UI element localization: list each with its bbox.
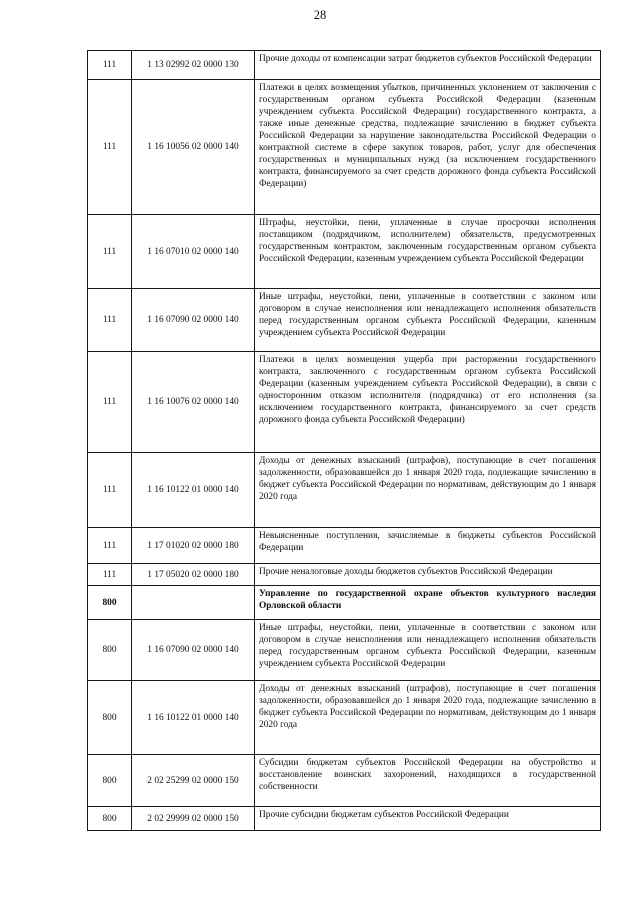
administrator-code-cell: 800 xyxy=(88,620,132,681)
table-row xyxy=(88,80,601,215)
table-row xyxy=(88,215,601,289)
budget-code-cell: 1 16 10122 01 0000 140 xyxy=(132,681,255,755)
budget-code-cell: 1 16 10122 01 0000 140 xyxy=(132,453,255,528)
description-cell: Иные штрафы, неустойки, пени, уплаченные в соответствии с законом или договором в случае неисполнения или ненадлежащего исполнения обязательств перед государственным органом субъекта Российской Федерации, казенным учреждением субъекта Российской Федерации xyxy=(255,289,601,352)
budget-code-cell: 1 16 07090 02 0000 140 xyxy=(132,620,255,681)
administrator-code-cell: 800 xyxy=(88,807,132,831)
administrator-code-cell: 800 xyxy=(88,755,132,807)
table-row xyxy=(88,620,601,681)
administrator-code-cell: 800 xyxy=(88,681,132,755)
description-cell: Прочие субсидии бюджетам субъектов Российской Федерации xyxy=(255,807,601,831)
administrator-code-cell: 111 xyxy=(88,51,132,80)
section-title-cell: Управление по государственной охране объектов культурного наследия Орловской области xyxy=(255,586,601,620)
administrator-code-cell: 111 xyxy=(88,80,132,215)
budget-code-cell: 1 13 02992 02 0000 130 xyxy=(132,51,255,80)
table-row xyxy=(88,681,601,755)
administrator-code-cell: 111 xyxy=(88,453,132,528)
budget-code-cell: 1 16 10076 02 0000 140 xyxy=(132,352,255,453)
budget-code-cell: 2 02 29999 02 0000 150 xyxy=(132,807,255,831)
description-cell: Невыясненные поступления, зачисляемые в бюджеты субъектов Российской Федерации xyxy=(255,528,601,564)
table-row xyxy=(88,51,601,80)
table-row xyxy=(88,564,601,586)
description-cell: Платежи в целях возмещения убытков, причиненных уклонением от заключения с государственным органом субъекта Российской Федерации (казенным учреждением субъекта Российской Федерации) государственного контракта, а также иные денежные средства, подлежащие зачислению в бюджет субъекта Российской Федерации за нарушение законодательства Российской Федерации о контрактной системе в сфере закупок товаров, работ, услуг для обеспечения государственных и муниципальных нужд (за исключением государственного контракта, финансируемого за счет средств дорожного фонда субъекта Российской Федерации) xyxy=(255,80,601,215)
budget-code-cell: 1 16 07090 02 0000 140 xyxy=(132,289,255,352)
budget-code-cell: 1 16 10056 02 0000 140 xyxy=(132,80,255,215)
administrator-code-cell: 111 xyxy=(88,528,132,564)
description-cell: Иные штрафы, неустойки, пени, уплаченные в соответствии с законом или договором в случае неисполнения или ненадлежащего исполнения обязательств перед государственным органом субъекта Российской Федерации, казенным учреждением субъекта Российской Федерации xyxy=(255,620,601,681)
budget-code-cell xyxy=(132,586,255,620)
budget-code-cell: 1 17 05020 02 0000 180 xyxy=(132,564,255,586)
administrator-code-cell: 111 xyxy=(88,564,132,586)
table-row xyxy=(88,289,601,352)
table-row xyxy=(88,352,601,453)
page-number: 28 xyxy=(313,8,327,22)
description-cell: Платежи в целях возмещения ущерба при расторжении государственного контракта, заключенного с государственным органом субъекта Российской Федерации (казенным учреждением субъекта Российской Федерации), в связи с односторонним отказом исполнителя (подрядчика) от его исполнения (за исключением государственного контракта, финансируемого за счет средств дорожного фонда субъекта Российской Федерации) xyxy=(255,352,601,453)
section-header-row xyxy=(88,586,601,620)
administrator-code-cell: 111 xyxy=(88,352,132,453)
description-cell: Субсидии бюджетам субъектов Российской Федерации на обустройство и восстановление воинских захоронений, находящихся в государственной собственности xyxy=(255,755,601,807)
description-cell: Штрафы, неустойки, пени, уплаченные в случае просрочки исполнения поставщиком (подрядчиком, исполнителем) обязательств, предусмотренных государственным контрактом, заключенным государственным органом субъекта Российской Федерации, казенным учреждением субъекта Российской Федерации xyxy=(255,215,601,289)
administrator-code-cell: 111 xyxy=(88,215,132,289)
administrator-code-cell: 111 xyxy=(88,289,132,352)
budget-code-cell: 2 02 25299 02 0000 150 xyxy=(132,755,255,807)
table-row xyxy=(88,755,601,807)
budget-code-cell: 1 17 01020 02 0000 180 xyxy=(132,528,255,564)
description-cell: Прочие доходы от компенсации затрат бюджетов субъектов Российской Федерации xyxy=(255,51,601,80)
table-row xyxy=(88,528,601,564)
description-cell: Доходы от денежных взысканий (штрафов), поступающие в счет погашения задолженности, образовавшейся до 1 января 2020 года, подлежащие зачислению в бюджет субъекта Российской Федерации по нормативам, действующим до 1 января 2020 года xyxy=(255,681,601,755)
description-cell: Прочие неналоговые доходы бюджетов субъектов Российской Федерации xyxy=(255,564,601,586)
revenue-codes-body xyxy=(88,51,601,831)
revenue-codes-table xyxy=(87,50,601,831)
description-cell: Доходы от денежных взысканий (штрафов), поступающие в счет погашения задолженности, образовавшейся до 1 января 2020 года, подлежащие зачислению в бюджет субъекта Российской Федерации по нормативам, действующим до 1 января 2020 года xyxy=(255,453,601,528)
table-row xyxy=(88,453,601,528)
budget-code-cell: 1 16 07010 02 0000 140 xyxy=(132,215,255,289)
administrator-code-cell: 800 xyxy=(88,586,132,620)
table-row xyxy=(88,807,601,831)
